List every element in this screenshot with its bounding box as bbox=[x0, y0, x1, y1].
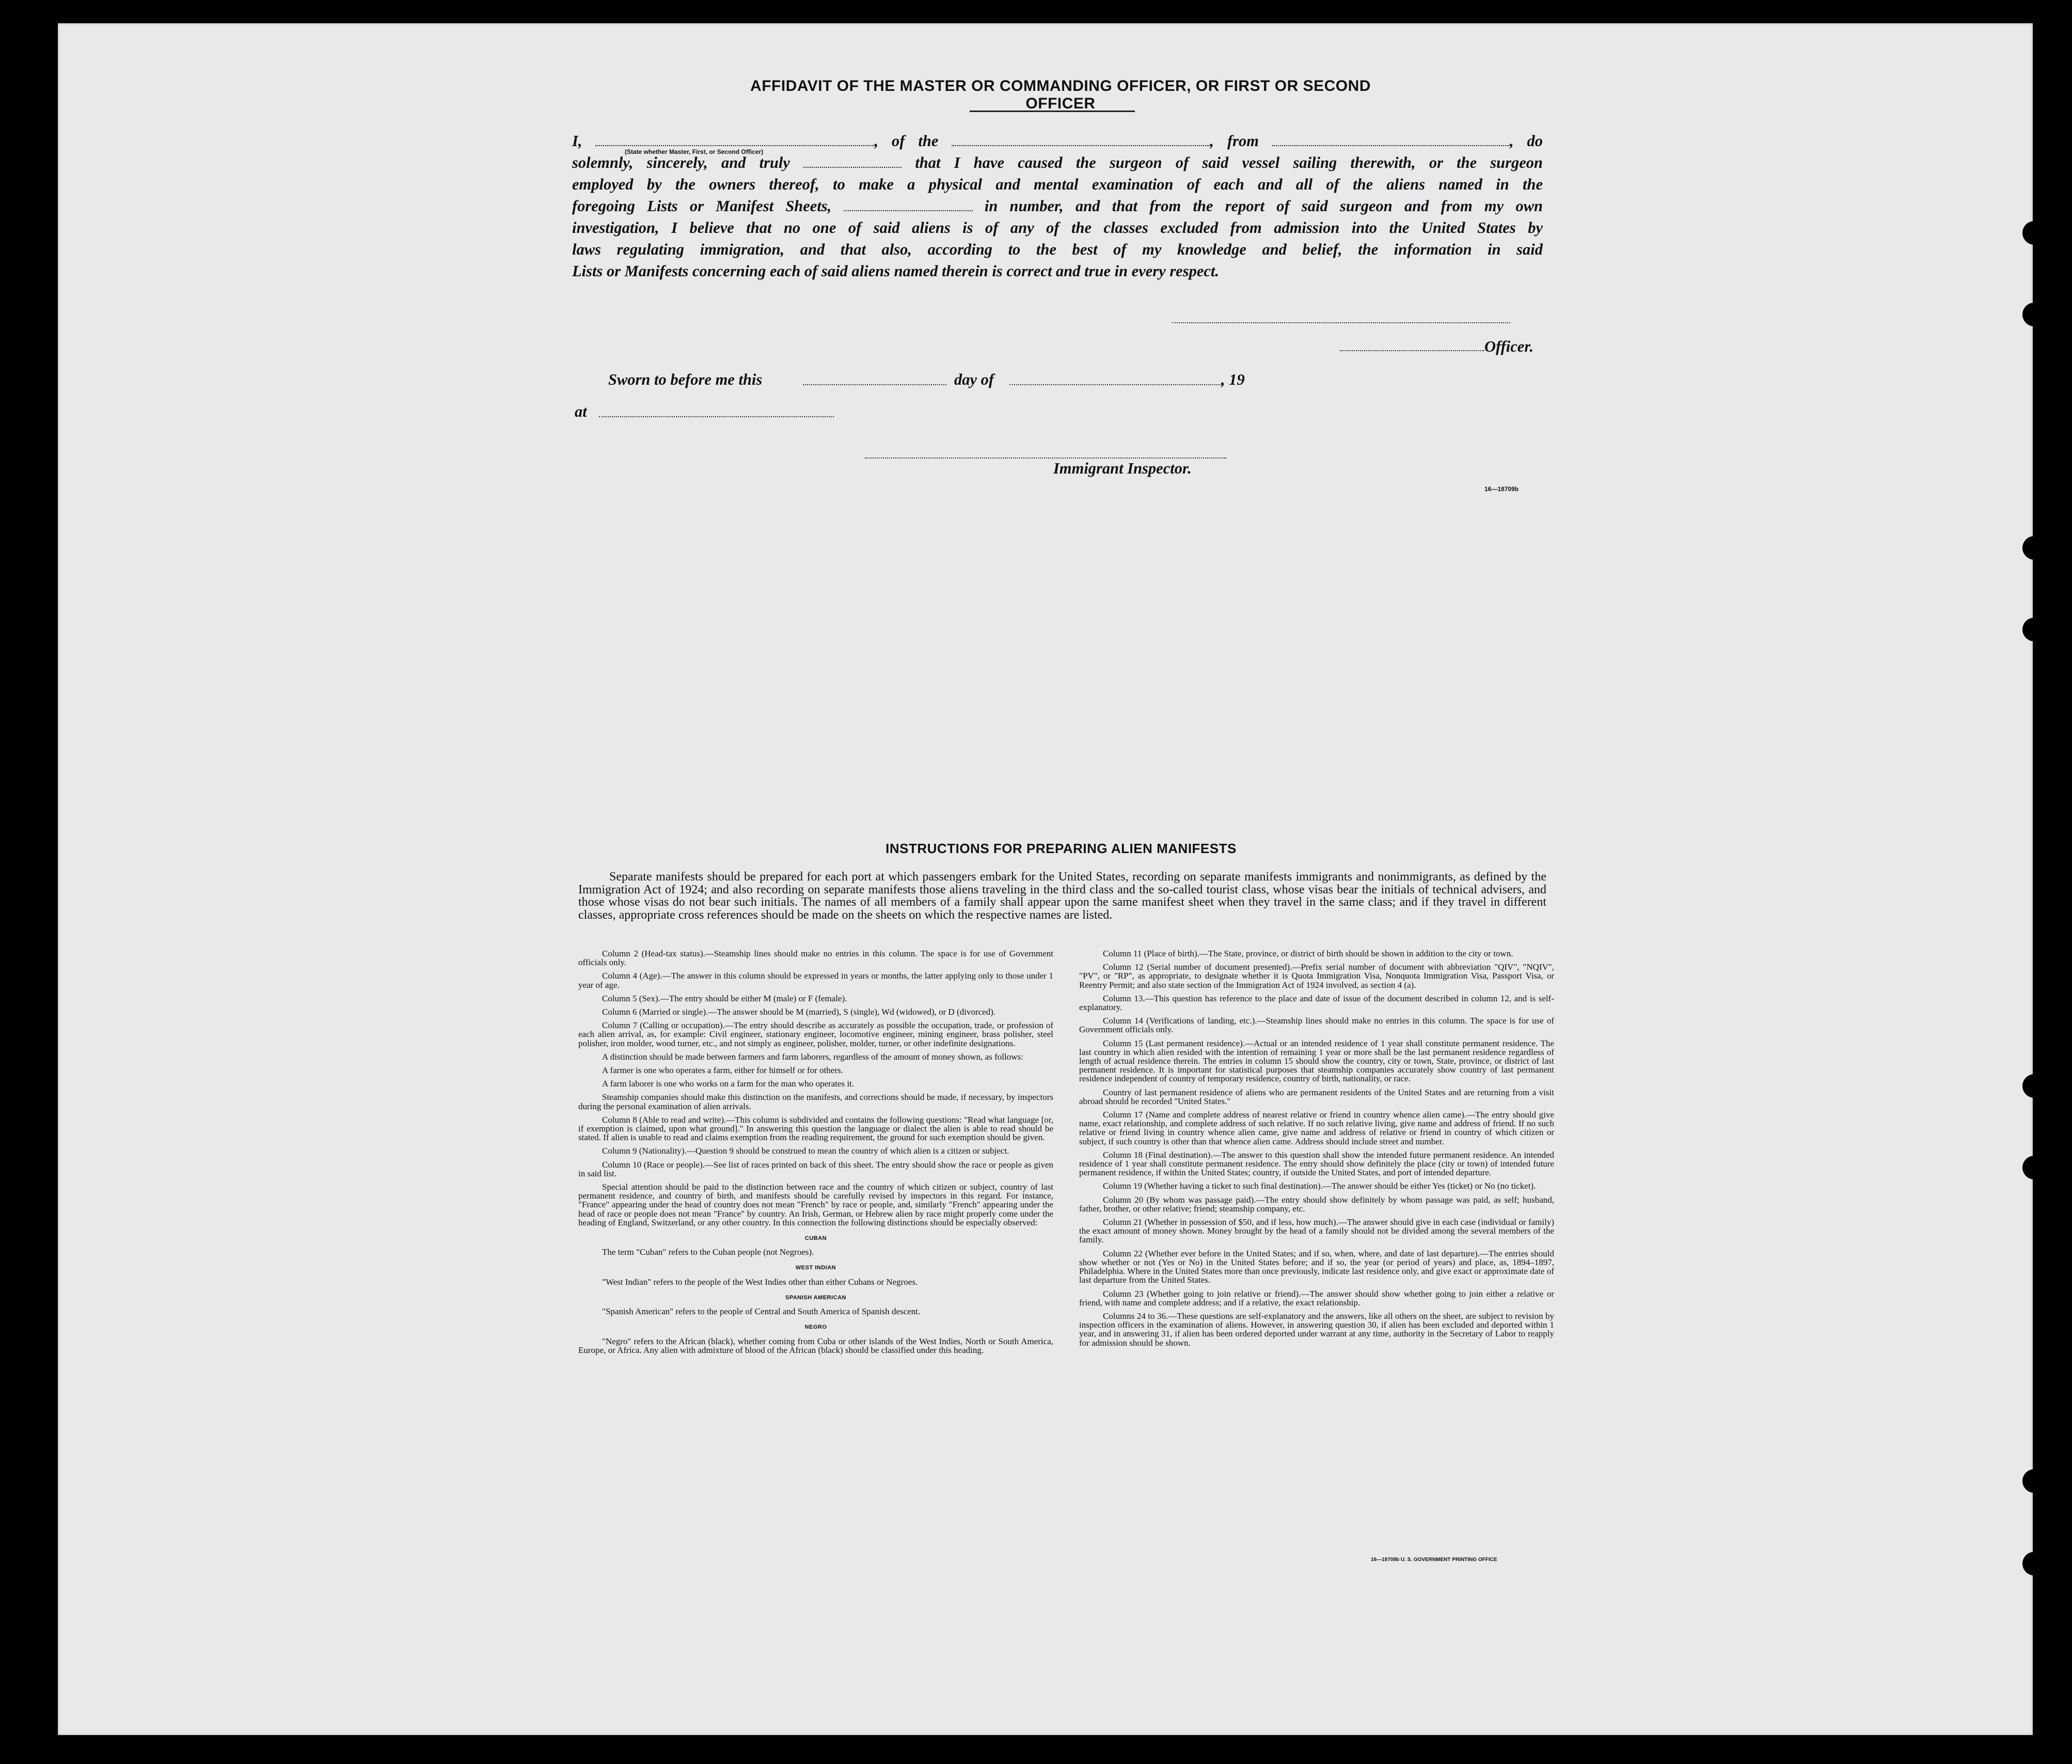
sworn-label: Sworn to before me this bbox=[608, 371, 763, 388]
instruction-paragraph: Column 18 (Final destination).—The answer to this question shall show the intended future permanent residence. An intended residence of 1 year shall constitute permanent residence. The entry should show definitely the place (city or town) of intended future permanent residence, if within the United States; country, if outside the United States, and port of intended departure. bbox=[1079, 1149, 1554, 1178]
instruction-paragraph: Column 7 (Calling or occupation).—The entry should describe as accurately as possible the occupation, trade, or profession of each alien arrival, as, for example: Civil engineer, stationary engineer, locomotive engineer, mining engineer, brass polisher, steel polisher, iron molder, wood turner, etc., and not simply as engineer, polisher, molder, turner, or other indefinite designations. bbox=[578, 1020, 1053, 1048]
instruction-paragraph: Column 5 (Sex).—The entry should be either M (male) or F (female). bbox=[602, 993, 847, 1003]
affidavit-title: AFFIDAVIT OF THE MASTER OR COMMANDING OFFICER, OR FIRST OR SECOND OFFICER bbox=[750, 77, 1371, 112]
instruction-paragraph: "West Indian" refers to the people of the West Indies other than either Cubans or Negroes. bbox=[602, 1277, 918, 1287]
affidavit-text: foregoing Lists or Manifest Sheets, bbox=[572, 197, 832, 215]
sworn-month-field[interactable] bbox=[1009, 384, 1224, 385]
instruction-paragraph: Column 20 (By whom was passage paid).—The entry should show definitely by whom passage was paid, as self; husband, father, brother, or other relative; friend; steamship company, etc. bbox=[1079, 1194, 1554, 1214]
punch-hole bbox=[2022, 1156, 2046, 1179]
affidavit-text: I, bbox=[572, 132, 582, 150]
section-heading: CUBAN bbox=[804, 1235, 827, 1242]
affidavit-text: solemnly, sincerely, and truly bbox=[572, 154, 790, 171]
affidavit-text: that I have caused the surgeon of said vessel sailing therewith, or the surgeon bbox=[915, 154, 1543, 171]
instructions-title: INSTRUCTIONS FOR PREPARING ALIEN MANIFESTS bbox=[885, 841, 1237, 856]
affidavit-line: Lists or Manifests concerning each of said aliens named therein is correct and true in every respect. bbox=[572, 262, 1220, 280]
at-label: at bbox=[575, 403, 587, 420]
punch-hole bbox=[2022, 1469, 2046, 1493]
instruction-paragraph: Column 2 (Head-tax status).—Steamship lines should make no entries in this column. The space is for use of Government officials only. bbox=[578, 949, 1053, 968]
affidavit-text: , of the bbox=[874, 132, 939, 150]
punch-hole bbox=[2022, 1074, 2046, 1098]
position-note: (State whether Master, First, or Second Officer) bbox=[625, 148, 764, 155]
punch-hole bbox=[2022, 221, 2046, 245]
instruction-paragraph: A farm laborer is one who works on a farm for the man who operates it. bbox=[602, 1079, 855, 1089]
instruction-paragraph: Column 4 (Age).—The answer in this column should be expressed in years or months, the latter applying only to those under 1 year of age. bbox=[578, 971, 1053, 990]
punch-hole bbox=[2022, 618, 2046, 641]
instruction-paragraph: "Negro" refers to the African (black), whether coming from Cuba or other islands of the West Indies, North or South America, Europe, or Africa. Any alien with admixture of blood of the African (black) should be classified under this heading. bbox=[578, 1336, 1053, 1355]
affidavit-text: , from bbox=[1210, 132, 1259, 150]
instruction-paragraph: A farmer is one who operates a farm, either for himself or for others. bbox=[602, 1065, 843, 1076]
affidavit-line: laws regulating immigration, and that also, according to the best of my knowledge and belief, the information in said bbox=[572, 241, 1543, 258]
punch-hole bbox=[2022, 536, 2046, 560]
day-of-label: day of bbox=[954, 371, 994, 388]
affidavit-line: employed by the owners thereof, to make a physical and mental examination of each and all of the aliens named in the bbox=[572, 176, 1543, 193]
instruction-paragraph: Special attention should be paid to the distinction between race and the country of which citizen or subject, country of last permanent residence, and country of birth, and manifests should be carefully revised by inspectors in this regard. For instance, "France" appearing under the head of country does not mean "French" by race or people, and, similarly "French" appearing under the head of race or people does not mean "France" by country. An Irish, German, or Hebrew alien by race might properly come under the heading of England, Switzerland, or any other country. In this connection the following distinctions should be especially observed: bbox=[578, 1182, 1053, 1227]
affidavit-line bbox=[572, 195, 1543, 217]
instruction-paragraph: Column 14 (Verifications of landing, etc.).—Steamship lines should make no entries in this column. The space is for use of Government officials only. bbox=[1079, 1016, 1554, 1035]
instruction-paragraph: Column 9 (Nationality).—Question 9 should be construed to mean the country of which alien is a citizen or subject. bbox=[602, 1146, 1009, 1156]
instruction-paragraph: "Spanish American" refers to the people of Central and South America of Spanish descent. bbox=[602, 1306, 921, 1317]
instruction-paragraph: Column 19 (Whether having a ticket to such final destination).—The answer should be either Yes (ticket) or No (no ticket). bbox=[1103, 1181, 1536, 1191]
instruction-paragraph: Columns 24 to 36.—These questions are self-explanatory and the answers, like all others on the sheet, are subject to revision by inspection officers in the examination of aliens. However, in answering question 30, if alien has been excluded and deported within 1 year, and in answering 31, if alien has been ordered deported under warrant at any time, authority in the Secretary of Labor to reapply for admission should be shown. bbox=[1079, 1311, 1554, 1348]
printer-imprint: 16—18709b U. S. GOVERNMENT PRINTING OFFICE bbox=[1371, 1557, 1497, 1563]
title-rule bbox=[970, 111, 1135, 112]
inspector-signature-line[interactable] bbox=[865, 458, 1226, 459]
blank-field[interactable] bbox=[595, 134, 874, 146]
instruction-paragraph: Column 10 (Race or people).—See list of races printed on back of this sheet. The entry should show the race or people as given in said list. bbox=[578, 1159, 1053, 1178]
sworn-day-field[interactable] bbox=[803, 384, 946, 385]
affidavit-line: investigation, I believe that no one of said aliens is of any of the classes excluded from admission into the United States by bbox=[572, 219, 1543, 237]
inspector-label: Immigrant Inspector. bbox=[1053, 460, 1192, 477]
blank-field[interactable] bbox=[952, 134, 1210, 146]
affidavit-text: , do bbox=[1509, 132, 1543, 150]
year-label: , 19 bbox=[1221, 371, 1245, 388]
blank-field[interactable] bbox=[844, 199, 973, 211]
instruction-paragraph: Column 23 (Whether going to join relative or friend).—The answer should show whether going to join either a relative or friend, with name and complete address; and if a relative, the exact relationship. bbox=[1079, 1288, 1554, 1308]
signature-line[interactable] bbox=[1172, 322, 1510, 323]
instructions-intro: Separate manifests should be prepared for each port at which passengers embark for the United States, recording on separate manifests immigrants and nonimmigrants, as defined by the Immigration Act of 1924; and also recording on separate manifests those aliens traveling in the third class and the so-called tourist class, whose visas bear the initials of technical advisers, and those whose visas do not bear such initials. The names of all members of a family shall appear upon the same manifest sheet when they travel in the same class; and if they travel in different classes, appropriate cross references should be made on the sheets on which the respective names are listed. bbox=[578, 870, 1546, 922]
instructions-right-column bbox=[1079, 949, 1554, 1352]
officer-label: Officer. bbox=[1484, 338, 1534, 355]
instruction-paragraph: Column 12 (Serial number of document presented).—Prefix serial number of document with abbreviation "QIV", "NQIV", "PV", or "RP", as appropriate, to designate whether it is Quota Immigration Visa, Nonquota Immigration Visa, Passport Visa, or Reentry Permit; and also state section of the Immigration Act of 1924 involved, as section 4 (a). bbox=[1079, 962, 1554, 990]
instruction-paragraph: Column 11 (Place of birth).—The State, province, or district of birth should be shown in addition to the city or town. bbox=[1103, 949, 1513, 958]
instruction-paragraph: Country of last permanent residence of aliens who are permanent residents of the United States and are returning from a visit abroad should be recorded "United States." bbox=[1079, 1087, 1554, 1106]
form-number: 16—18709b bbox=[1484, 485, 1519, 493]
section-heading: SPANISH AMERICAN bbox=[785, 1294, 846, 1301]
blank-field[interactable] bbox=[803, 156, 901, 168]
section-heading: NEGRO bbox=[804, 1324, 827, 1331]
instruction-paragraph: Steamship companies should make this distinction on the manifests, and corrections should be made, if necessary, by inspectors during the personal examination of alien arrivals. bbox=[578, 1092, 1053, 1111]
instruction-paragraph: Column 17 (Name and complete address of nearest relative or friend in country whence alien came).—The entry should give name, exact relationship, and complete address of such relative. If no such relative living, give name and address of friend. If no such relative or friend living in country whence alien came, give name and address of relative or friend in country of which citizen or subject, if such country is other than that whence alien came. Address should include street and number. bbox=[1079, 1110, 1554, 1146]
punch-hole bbox=[2022, 1552, 2046, 1576]
instruction-paragraph: Column 22 (Whether ever before in the United States; and if so, when, where, and date of last departure).—The entries should show whether or not (Yes or No) in the United States before; and if so, the year (or period of years) and place, as, 1894–1897, Philadelphia. Where in the United States more than once previously, indicate last residence only, and give exact or approximate date of last departure from the United States. bbox=[1079, 1248, 1554, 1285]
instruction-paragraph: Column 15 (Last permanent residence).—Actual or an intended residence of 1 year shall constitute permanent residence. The last country in which alien resided with the intention of remaining 1 year or more shall be the last permanent residence regardless of length of actual residence therein. The entries in column 15 should show the country, city or town, State, province, or district of last permanent residence. It is important for statistical purposes that steamship companies accurately show country of last permanent residence independent of country of temporary residence, country of birth, nationality, or race. bbox=[1079, 1038, 1554, 1084]
officer-signature-line[interactable] bbox=[1340, 350, 1484, 351]
instruction-paragraph: Column 8 (Able to read and write).—This column is subdivided and contains the following questions: "Read what language [or, if exemption is claimed, upon what ground]." In answering this question the language or dialect the alien is able to read should be stated. If alien is unable to read and claims exemption from the reading requirement, the ground for such exemption should be given. bbox=[578, 1114, 1053, 1143]
instruction-paragraph: A distinction should be made between farmers and farm laborers, regardless of the amount of money shown, as follows: bbox=[602, 1051, 1023, 1062]
instruction-paragraph: Column 21 (Whether in possession of $50, and if less, how much).—The answer should give in each case (individual or family) the exact amount of money shown. Money brought by the head of a family should not be divided among the several members of the family. bbox=[1079, 1217, 1554, 1245]
section-heading: WEST INDIAN bbox=[795, 1265, 836, 1271]
instruction-paragraph: Column 6 (Married or single).—The answer should be M (married), S (single), Wd (widowed), or D (divorced). bbox=[602, 1007, 996, 1017]
instruction-paragraph: Column 13.—This question has reference to the place and date of issue of the document described in column 12, and is self-explanatory. bbox=[1079, 993, 1554, 1013]
instructions-left-column bbox=[578, 949, 1053, 1359]
at-field[interactable] bbox=[599, 416, 834, 417]
affidavit-text: in number, and that from the report of said surgeon and from my own bbox=[984, 197, 1543, 215]
instruction-paragraph: The term "Cuban" refers to the Cuban people (not Negroes). bbox=[602, 1247, 814, 1257]
blank-field[interactable] bbox=[1272, 134, 1510, 146]
punch-hole bbox=[2022, 303, 2046, 326]
